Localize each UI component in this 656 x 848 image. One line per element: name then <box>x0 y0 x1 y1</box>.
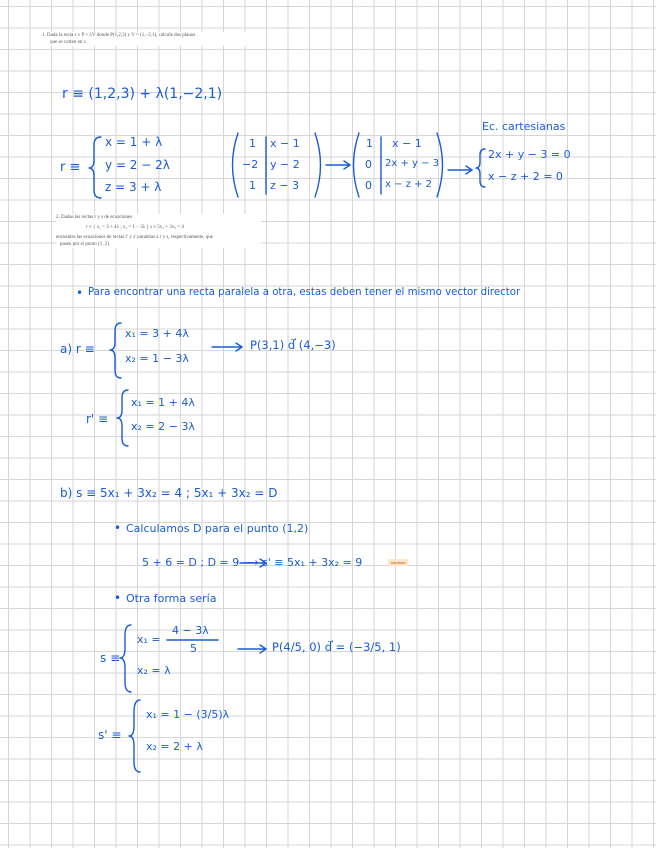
problem-2-line-3: encuentre las ecuaciones de rectas r' y s' paralelas a r y s, respectivamente, que <box>56 235 214 240</box>
problem-1-line-1: 1. Dada la recta r ≡ P + λV donde P(1,2,3) y V = (1,−2,1), calcule dos planos <box>42 33 196 38</box>
problem-2-line-2: r ≡ { x₁ = 3 + 4λ ; x₂ = 1 − 3λ } s ≡ 5x₁ + 3x₂ = 4 <box>86 225 184 230</box>
problem-1-line-2: que se corten en r. <box>50 40 87 45</box>
matrix2-cell-1: 1 <box>366 137 373 150</box>
matrix2-cell-4: 2x + y − 3 <box>385 158 440 169</box>
r-prime-eq-1: x₁ = 1 + 4λ <box>131 396 195 409</box>
brace-s <box>120 625 131 692</box>
matrix2-cell-2: x − 1 <box>392 137 422 150</box>
r-prime-eq-2: x₂ = 2 − 3λ <box>131 420 195 433</box>
s-result: P(4/5, 0) d⃗ = (−3/5, 1) <box>272 640 401 654</box>
matrix2-cell-3: 0 <box>365 158 372 171</box>
parallel-note: Para encontrar una recta paralela a otra, estas deben tener el mismo vector director <box>88 287 521 298</box>
brace-cartesian <box>476 149 485 187</box>
matrix1-left-paren <box>233 133 239 197</box>
matrix1-cell-3: −2 <box>242 158 259 171</box>
matrix1-cell-1: 1 <box>249 137 256 150</box>
r-system-eq-3: z = 3 + λ <box>105 180 162 194</box>
matrix1-right-paren <box>315 133 321 197</box>
correct-tag: correcto <box>388 559 408 566</box>
matrix2-left-paren <box>354 133 360 197</box>
s-prime-eq-1: x₁ = 1 − (3/5)λ <box>146 708 230 721</box>
r-system-eq-2: y = 2 − 2λ <box>105 158 170 172</box>
cartesian-eq-1: 2x + y − 3 = 0 <box>488 148 571 161</box>
cartesian-eq-2: x − z + 2 = 0 <box>488 170 563 183</box>
brace-r-prime <box>117 390 128 446</box>
r-system-label: r ≡ <box>60 160 81 175</box>
r-prime-label: r' ≡ <box>86 412 109 426</box>
brace-s-prime <box>129 700 140 772</box>
problem-2-line-1: 2. Dadas las rectas r y s de ecuaciones <box>56 215 133 220</box>
part-b-calc: 5 + 6 = D ; D = 9 ⟶ s' ≡ 5x₁ + 3x₂ = 9 <box>142 556 363 569</box>
bullet-1: • <box>114 521 122 535</box>
cartesian-title: Ec. cartesianas <box>482 120 566 133</box>
problem-2-statement <box>56 214 261 248</box>
matrix1-cell-4: y − 2 <box>270 158 300 171</box>
s-prime-eq-2: x₂ = 2 + λ <box>146 740 203 753</box>
bullet-2: • <box>114 591 122 605</box>
matrix2-cell-5: 0 <box>365 179 372 192</box>
brace-a-r <box>110 323 121 378</box>
matrix1-cell-5: 1 <box>249 179 256 192</box>
part-a-result: P(3,1) d⃗ (4,−3) <box>250 338 336 352</box>
s-eq-2: x₂ = λ <box>137 664 171 677</box>
part-a-eq-2: x₂ = 1 − 3λ <box>125 352 189 365</box>
part-b-bullet-1: Calculamos D para el punto (1,2) <box>126 522 309 535</box>
s-prime-label: s' ≡ <box>98 728 122 742</box>
matrix1-cell-2: x − 1 <box>270 137 300 150</box>
s-label: s ≡ <box>100 651 121 665</box>
param-equation: r ≡ (1,2,3) + λ(1,−2,1) <box>62 86 223 102</box>
part-b-line: b) s ≡ 5x₁ + 3x₂ = 4 ; 5x₁ + 3x₂ = D <box>60 486 278 500</box>
problem-2-line-4: pasen por el punto (1, 2). <box>60 242 111 247</box>
note-bullet: • <box>76 286 84 300</box>
matrix1-cell-6: z − 3 <box>270 179 299 192</box>
part-b-bullet-2: Otra forma sería <box>126 592 217 605</box>
matrix2-cell-6: x − z + 2 <box>385 179 433 190</box>
part-a-label: a) r ≡ <box>60 342 95 356</box>
brace-r-system <box>89 137 101 198</box>
s-eq-1-numerator: 4 − 3λ <box>172 624 209 637</box>
r-system-eq-1: x = 1 + λ <box>105 135 163 149</box>
s-eq-1-lhs: x₁ = <box>137 633 161 646</box>
part-a-eq-1: x₁ = 3 + 4λ <box>125 327 189 340</box>
s-eq-1-denominator: 5 <box>190 642 197 655</box>
